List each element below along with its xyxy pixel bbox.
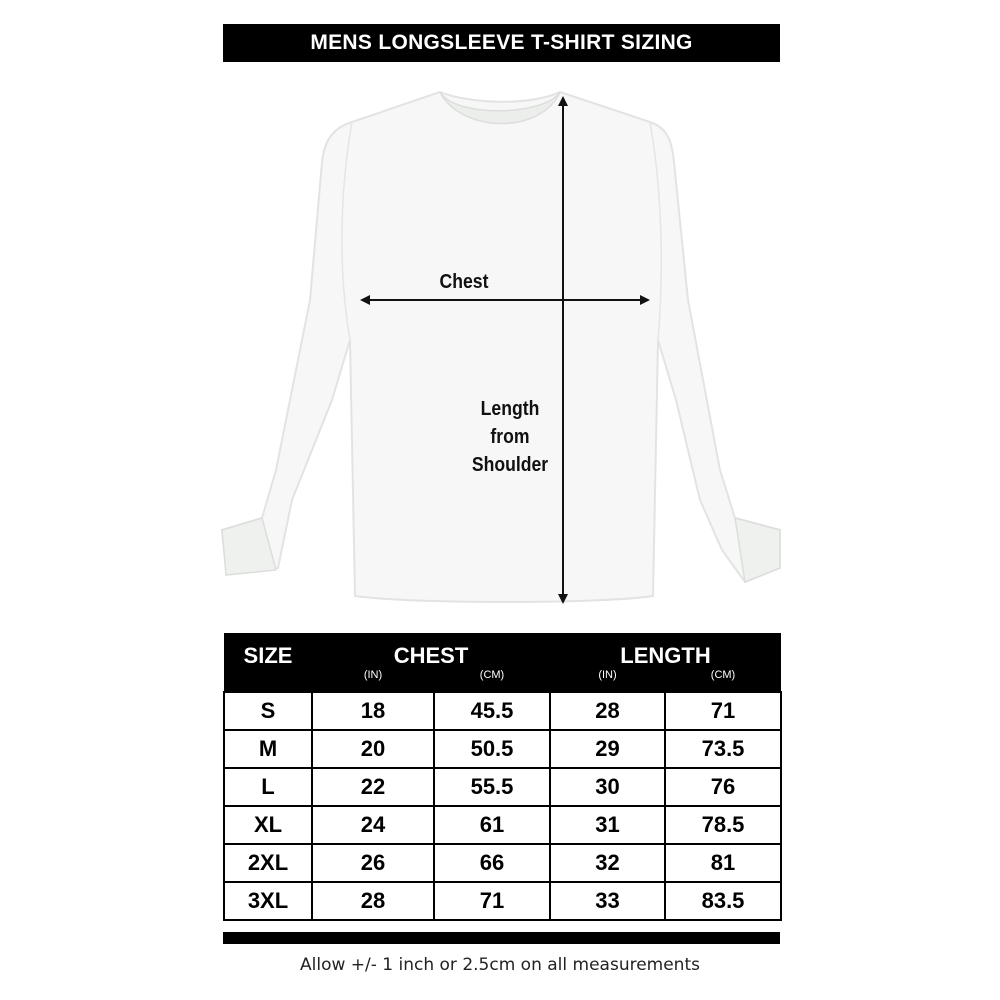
- length-in-subheader: (IN): [550, 669, 665, 692]
- table-row: [224, 692, 781, 730]
- length-label-line: from: [490, 426, 530, 448]
- chest-cm-cell: 61: [434, 806, 550, 844]
- size-cell: S: [224, 692, 312, 730]
- table-header-row: [224, 633, 781, 669]
- size-table: [223, 633, 782, 921]
- table-row: [224, 768, 781, 806]
- size-cell: XL: [224, 806, 312, 844]
- table-bottom-bar: [223, 932, 780, 944]
- page-title: MENS LONGSLEEVE T-SHIRT SIZING: [223, 24, 780, 62]
- length-label-line: Shoulder: [471, 454, 549, 476]
- shirt-body: [222, 92, 780, 602]
- length-cm-subheader: (CM): [665, 669, 781, 692]
- chest-cm-subheader: (CM): [434, 669, 550, 692]
- chest-in-cell: 24: [312, 806, 434, 844]
- chest-cm-cell: 71: [434, 882, 550, 920]
- chest-cm-cell: 45.5: [434, 692, 550, 730]
- chest-in-cell: 28: [312, 882, 434, 920]
- chest-in-cell: 26: [312, 844, 434, 882]
- chest-in-subheader: (IN): [312, 669, 434, 692]
- measurement-footnote: Allow +/- 1 inch or 2.5cm on all measurements: [300, 955, 700, 975]
- size-cell: M: [224, 730, 312, 768]
- length-cm-cell: 78.5: [665, 806, 781, 844]
- length-header: LENGTH: [550, 633, 781, 669]
- chest-cm-cell: 66: [434, 844, 550, 882]
- length-in-cell: 29: [550, 730, 665, 768]
- size-subheader: [224, 669, 312, 692]
- table-row: [224, 882, 781, 920]
- length-in-cell: 33: [550, 882, 665, 920]
- table-row: [224, 730, 781, 768]
- chest-header: CHEST: [312, 633, 550, 669]
- length-cm-cell: 81: [665, 844, 781, 882]
- size-cell: 3XL: [224, 882, 312, 920]
- chest-label: Chest: [439, 271, 489, 293]
- length-in-cell: 30: [550, 768, 665, 806]
- length-cm-cell: 71: [665, 692, 781, 730]
- shirt-diagram: [0, 70, 1000, 630]
- size-header: SIZE: [224, 633, 312, 669]
- size-cell: 2XL: [224, 844, 312, 882]
- length-cm-cell: 83.5: [665, 882, 781, 920]
- length-in-cell: 32: [550, 844, 665, 882]
- length-in-cell: 31: [550, 806, 665, 844]
- shirt-illustration: [0, 70, 1000, 630]
- table-row: [224, 844, 781, 882]
- chest-in-cell: 18: [312, 692, 434, 730]
- chest-in-cell: 22: [312, 768, 434, 806]
- size-cell: L: [224, 768, 312, 806]
- chest-in-cell: 20: [312, 730, 434, 768]
- table-subheader-row: [224, 669, 781, 692]
- chest-cm-cell: 50.5: [434, 730, 550, 768]
- chest-cm-cell: 55.5: [434, 768, 550, 806]
- length-in-cell: 28: [550, 692, 665, 730]
- length-cm-cell: 76: [665, 768, 781, 806]
- table-row: [224, 806, 781, 844]
- length-label: [448, 395, 571, 479]
- length-label-line: Length: [480, 398, 540, 420]
- length-cm-cell: 73.5: [665, 730, 781, 768]
